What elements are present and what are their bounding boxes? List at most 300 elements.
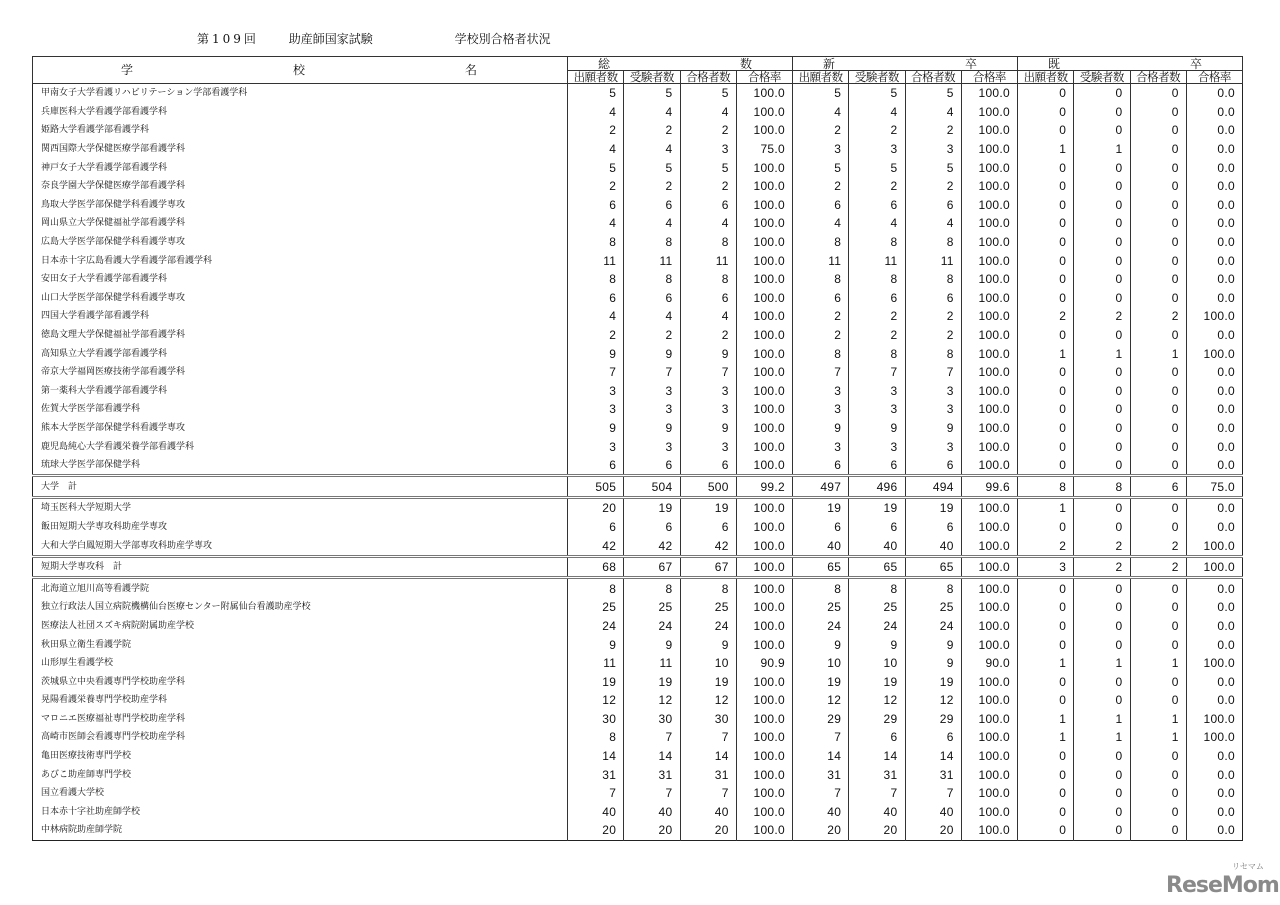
cell-value: 3 — [1018, 556, 1074, 578]
cell-value: 100.0 — [1186, 307, 1242, 326]
cell-value: 100.0 — [961, 498, 1017, 518]
cell-value: 7 — [624, 728, 680, 747]
table-row — [33, 498, 1243, 518]
cell-value: 100.0 — [736, 307, 792, 326]
cell-value: 25 — [905, 598, 961, 617]
cell-value: 0 — [1130, 103, 1186, 122]
cell-value: 0 — [1130, 196, 1186, 215]
cell-value: 0 — [1130, 214, 1186, 233]
cell-value: 99.6 — [961, 476, 1017, 498]
cell-value: 11 — [624, 654, 680, 673]
cell-value: 0 — [1074, 765, 1130, 784]
cell-value: 100.0 — [736, 84, 792, 103]
header-char: 総 — [598, 56, 611, 71]
cell-value: 6 — [624, 456, 680, 476]
cell-value: 100.0 — [736, 617, 792, 636]
cell-value: 3 — [680, 382, 736, 401]
header-char: 学 — [121, 63, 134, 77]
school-name: 熊本大学医学部保健学科看護学専攻 — [33, 419, 568, 438]
school-name: 大和大学白鳳短期大学部専攻科助産学専攻 — [33, 536, 568, 556]
cell-value: 4 — [849, 214, 905, 233]
cell-value: 3 — [849, 437, 905, 456]
cell-value: 8 — [624, 233, 680, 252]
cell-value: 505 — [568, 476, 624, 498]
cell-value: 8 — [680, 233, 736, 252]
school-name: 姫路大学看護学部看護学科 — [33, 121, 568, 140]
cell-value: 8 — [1018, 476, 1074, 498]
cell-value: 0 — [1018, 177, 1074, 196]
table-row — [33, 784, 1243, 803]
cell-value: 11 — [849, 251, 905, 270]
cell-value: 0 — [1074, 672, 1130, 691]
cell-value: 19 — [624, 498, 680, 518]
cell-value: 0.0 — [1186, 498, 1242, 518]
cell-value: 100.0 — [961, 214, 1017, 233]
cell-value: 0 — [1018, 518, 1074, 537]
cell-value: 19 — [905, 498, 961, 518]
cell-value: 0 — [1018, 821, 1074, 840]
table-row — [33, 251, 1243, 270]
cell-value: 0.0 — [1186, 518, 1242, 537]
table-row — [33, 140, 1243, 159]
cell-value: 100.0 — [736, 710, 792, 729]
cell-value: 100.0 — [736, 672, 792, 691]
table-row — [33, 437, 1243, 456]
group-header-new-graduates — [793, 57, 1018, 71]
cell-value: 100.0 — [736, 598, 792, 617]
cell-value: 0 — [1130, 578, 1186, 598]
cell-value: 5 — [568, 84, 624, 103]
cell-value: 0 — [1130, 84, 1186, 103]
cell-value: 24 — [624, 617, 680, 636]
school-name: マロニエ医療福祉専門学校助産学科 — [33, 710, 568, 729]
cell-value: 2 — [680, 326, 736, 345]
cell-value: 0.0 — [1186, 617, 1242, 636]
cell-value: 40 — [624, 803, 680, 822]
table-row — [33, 103, 1243, 122]
cell-value: 497 — [793, 476, 849, 498]
cell-value: 100.0 — [961, 635, 1017, 654]
table-row — [33, 121, 1243, 140]
cell-value: 19 — [849, 672, 905, 691]
cell-value: 100.0 — [961, 158, 1017, 177]
cell-value: 5 — [793, 84, 849, 103]
cell-value: 67 — [624, 556, 680, 578]
cell-value: 0 — [1130, 233, 1186, 252]
cell-value: 0.0 — [1186, 177, 1242, 196]
cell-value: 0 — [1018, 672, 1074, 691]
cell-value: 42 — [680, 536, 736, 556]
cell-value: 8 — [1074, 476, 1130, 498]
cell-value: 0.0 — [1186, 326, 1242, 345]
cell-value: 0 — [1018, 747, 1074, 766]
cell-value: 3 — [568, 382, 624, 401]
cell-value: 14 — [680, 747, 736, 766]
cell-value: 12 — [793, 691, 849, 710]
cell-value: 0 — [1018, 635, 1074, 654]
cell-value: 5 — [849, 84, 905, 103]
cell-value: 4 — [680, 307, 736, 326]
cell-value: 9 — [849, 635, 905, 654]
cell-value: 100.0 — [961, 84, 1017, 103]
header-char: 名 — [464, 63, 477, 77]
cell-value: 100.0 — [961, 177, 1017, 196]
subtotal-row — [33, 556, 1243, 578]
cell-value: 11 — [793, 251, 849, 270]
cell-value: 100.0 — [961, 363, 1017, 382]
cell-value: 65 — [793, 556, 849, 578]
cell-value: 7 — [793, 784, 849, 803]
cell-value: 2 — [624, 177, 680, 196]
table-row — [33, 578, 1243, 598]
cell-value: 0.0 — [1186, 214, 1242, 233]
cell-value: 3 — [568, 437, 624, 456]
cell-value: 11 — [568, 251, 624, 270]
cell-value: 12 — [905, 691, 961, 710]
cell-value: 0 — [1130, 251, 1186, 270]
cell-value: 31 — [793, 765, 849, 784]
cell-value: 6 — [793, 289, 849, 308]
table-row — [33, 536, 1243, 556]
cell-value: 6 — [849, 728, 905, 747]
cell-value: 0 — [1018, 765, 1074, 784]
cell-value: 100.0 — [736, 289, 792, 308]
cell-value: 6 — [849, 456, 905, 476]
table-row — [33, 654, 1243, 673]
column-header: 出願者数 — [568, 71, 624, 84]
cell-value: 20 — [568, 498, 624, 518]
school-name: 亀田医療技術専門学校 — [33, 747, 568, 766]
cell-value: 2 — [1074, 307, 1130, 326]
cell-value: 0.0 — [1186, 158, 1242, 177]
cell-value: 3 — [793, 382, 849, 401]
table-row — [33, 177, 1243, 196]
cell-value: 100.0 — [736, 784, 792, 803]
cell-value: 24 — [849, 617, 905, 636]
cell-value: 100.0 — [736, 103, 792, 122]
cell-value: 0 — [1130, 400, 1186, 419]
school-name: 鹿児島純心大学看護栄養学部看護学科 — [33, 437, 568, 456]
column-header: 受験者数 — [624, 71, 680, 84]
cell-value: 9 — [793, 635, 849, 654]
cell-value: 100.0 — [1186, 344, 1242, 363]
cell-value: 14 — [624, 747, 680, 766]
cell-value: 1 — [1074, 344, 1130, 363]
table-row — [33, 635, 1243, 654]
cell-value: 8 — [680, 270, 736, 289]
cell-value: 0 — [1130, 518, 1186, 537]
cell-value: 0 — [1130, 419, 1186, 438]
cell-value: 9 — [624, 344, 680, 363]
school-name: 兵庫医科大学看護学部看護学科 — [33, 103, 568, 122]
cell-value: 0 — [1074, 635, 1130, 654]
cell-value: 0 — [1074, 747, 1130, 766]
cell-value: 11 — [624, 251, 680, 270]
cell-value: 3 — [905, 437, 961, 456]
cell-value: 0 — [1074, 177, 1130, 196]
cell-value: 0 — [1130, 326, 1186, 345]
school-name: 日本赤十字社助産師学校 — [33, 803, 568, 822]
cell-value: 5 — [624, 84, 680, 103]
cell-value: 4 — [849, 103, 905, 122]
cell-value: 40 — [793, 803, 849, 822]
table-subtitle: 学校別合格者状況 — [454, 32, 551, 46]
cell-value: 30 — [680, 710, 736, 729]
cell-value: 1 — [1074, 728, 1130, 747]
cell-value: 0.0 — [1186, 747, 1242, 766]
cell-value: 0 — [1130, 672, 1186, 691]
cell-value: 5 — [680, 158, 736, 177]
cell-value: 6 — [905, 728, 961, 747]
school-name: 岡山県立大学保健福祉学部看護学科 — [33, 214, 568, 233]
cell-value: 65 — [905, 556, 961, 578]
cell-value: 6 — [680, 518, 736, 537]
header-char: 卒 — [964, 56, 977, 71]
cell-value: 4 — [568, 140, 624, 159]
column-header: 合格率 — [736, 71, 792, 84]
cell-value: 100.0 — [1186, 556, 1242, 578]
table-row — [33, 710, 1243, 729]
cell-value: 100.0 — [961, 747, 1017, 766]
cell-value: 100.0 — [961, 803, 1017, 822]
school-name: 関西国際大学保健医療学部看護学科 — [33, 140, 568, 159]
cell-value: 20 — [624, 821, 680, 840]
cell-value: 4 — [568, 103, 624, 122]
group-header-row — [33, 57, 1243, 71]
cell-value: 9 — [680, 635, 736, 654]
cell-value: 0 — [1130, 784, 1186, 803]
cell-value: 7 — [849, 784, 905, 803]
table-row — [33, 747, 1243, 766]
cell-value: 9 — [568, 419, 624, 438]
cell-value: 0.0 — [1186, 121, 1242, 140]
cell-value: 0 — [1074, 498, 1130, 518]
cell-value: 9 — [568, 344, 624, 363]
school-name: 甲南女子大学看護リハビリテーション学部看護学科 — [33, 84, 568, 103]
cell-value: 100.0 — [736, 765, 792, 784]
cell-value: 0 — [1018, 289, 1074, 308]
cell-value: 9 — [680, 419, 736, 438]
cell-value: 6 — [793, 518, 849, 537]
cell-value: 100.0 — [736, 518, 792, 537]
cell-value: 100.0 — [736, 498, 792, 518]
cell-value: 0 — [1018, 419, 1074, 438]
group-header-past-graduates — [1018, 57, 1243, 71]
school-name: 佐賀大学医学部看護学科 — [33, 400, 568, 419]
cell-value: 100.0 — [961, 536, 1017, 556]
cell-value: 4 — [793, 214, 849, 233]
cell-value: 100.0 — [736, 747, 792, 766]
column-header: 合格率 — [961, 71, 1017, 84]
cell-value: 3 — [793, 140, 849, 159]
cell-value: 8 — [905, 233, 961, 252]
cell-value: 2 — [568, 121, 624, 140]
cell-value: 8 — [624, 578, 680, 598]
cell-value: 0 — [1130, 747, 1186, 766]
cell-value: 4 — [624, 140, 680, 159]
cell-value: 7 — [905, 784, 961, 803]
cell-value: 3 — [849, 400, 905, 419]
cell-value: 11 — [568, 654, 624, 673]
cell-value: 100.0 — [736, 326, 792, 345]
cell-value: 6 — [905, 289, 961, 308]
subtotal-row — [33, 476, 1243, 498]
cell-value: 31 — [849, 765, 905, 784]
cell-value: 100.0 — [961, 456, 1017, 476]
cell-value: 12 — [568, 691, 624, 710]
cell-value: 20 — [793, 821, 849, 840]
resemom-watermark-logo — [1166, 874, 1279, 898]
cell-value: 0.0 — [1186, 84, 1242, 103]
table-body — [33, 84, 1243, 841]
cell-value: 1 — [1074, 710, 1130, 729]
table-row — [33, 400, 1243, 419]
cell-value: 9 — [624, 635, 680, 654]
cell-value: 100.0 — [961, 103, 1017, 122]
cell-value: 1 — [1130, 728, 1186, 747]
cell-value: 20 — [568, 821, 624, 840]
cell-value: 2 — [1018, 536, 1074, 556]
cell-value: 3 — [849, 140, 905, 159]
cell-value: 0.0 — [1186, 635, 1242, 654]
cell-value: 0 — [1074, 326, 1130, 345]
cell-value: 7 — [905, 363, 961, 382]
cell-value: 100.0 — [736, 419, 792, 438]
cell-value: 0 — [1130, 803, 1186, 822]
school-name: あびこ助産師専門学校 — [33, 765, 568, 784]
cell-value: 0 — [1074, 103, 1130, 122]
cell-value: 0.0 — [1186, 437, 1242, 456]
school-name: 独立行政法人国立病院機構仙台医療センター附属仙台看護助産学校 — [33, 598, 568, 617]
column-header: 合格者数 — [680, 71, 736, 84]
cell-value: 0 — [1074, 598, 1130, 617]
cell-value: 9 — [905, 419, 961, 438]
cell-value: 19 — [680, 498, 736, 518]
cell-value: 100.0 — [736, 177, 792, 196]
cell-value: 30 — [568, 710, 624, 729]
cell-value: 0 — [1018, 103, 1074, 122]
cell-value: 2 — [568, 177, 624, 196]
cell-value: 0 — [1018, 803, 1074, 822]
cell-value: 0 — [1074, 214, 1130, 233]
cell-value: 1 — [1130, 654, 1186, 673]
cell-value: 2 — [905, 177, 961, 196]
cell-value: 0 — [1018, 363, 1074, 382]
cell-value: 8 — [905, 270, 961, 289]
cell-value: 3 — [624, 382, 680, 401]
cell-value: 2 — [849, 177, 905, 196]
header-char: 校 — [292, 63, 305, 77]
cell-value: 100.0 — [736, 821, 792, 840]
cell-value: 0 — [1130, 437, 1186, 456]
table-row — [33, 765, 1243, 784]
cell-value: 100.0 — [961, 672, 1017, 691]
cell-value: 494 — [905, 476, 961, 498]
school-name: 短期大学専攻科 計 — [33, 556, 568, 578]
cell-value: 8 — [905, 578, 961, 598]
cell-value: 100.0 — [1186, 654, 1242, 673]
cell-value: 14 — [905, 747, 961, 766]
cell-value: 100.0 — [736, 456, 792, 476]
school-name: 高知県立大学看護学部看護学科 — [33, 344, 568, 363]
cell-value: 100.0 — [736, 214, 792, 233]
cell-value: 4 — [680, 103, 736, 122]
school-name: 神戸女子大学看護学部看護学科 — [33, 158, 568, 177]
cell-value: 0 — [1074, 578, 1130, 598]
cell-value: 4 — [624, 103, 680, 122]
cell-value: 0 — [1130, 821, 1186, 840]
table-row — [33, 821, 1243, 840]
cell-value: 7 — [680, 363, 736, 382]
cell-value: 0 — [1130, 598, 1186, 617]
watermark-text: ReseMom — [1166, 873, 1279, 898]
cell-value: 19 — [624, 672, 680, 691]
cell-value: 4 — [624, 214, 680, 233]
cell-value: 0.0 — [1186, 289, 1242, 308]
cell-value: 31 — [624, 765, 680, 784]
header-char: 新 — [823, 56, 836, 71]
cell-value: 0.0 — [1186, 140, 1242, 159]
cell-value: 25 — [568, 598, 624, 617]
cell-value: 0 — [1130, 158, 1186, 177]
table-row — [33, 672, 1243, 691]
table-row — [33, 326, 1243, 345]
table-row — [33, 803, 1243, 822]
cell-value: 31 — [680, 765, 736, 784]
cell-value: 6 — [905, 456, 961, 476]
cell-value: 75.0 — [1186, 476, 1242, 498]
cell-value: 90.9 — [736, 654, 792, 673]
cell-value: 2 — [793, 121, 849, 140]
cell-value: 100.0 — [961, 140, 1017, 159]
cell-value: 9 — [905, 654, 961, 673]
cell-value: 0 — [1018, 214, 1074, 233]
cell-value: 0 — [1018, 233, 1074, 252]
cell-value: 100.0 — [961, 598, 1017, 617]
cell-value: 100.0 — [961, 233, 1017, 252]
cell-value: 5 — [624, 158, 680, 177]
cell-value: 2 — [849, 121, 905, 140]
group-header-total — [568, 57, 793, 71]
cell-value: 19 — [905, 672, 961, 691]
cell-value: 6 — [849, 196, 905, 215]
cell-value: 0 — [1018, 382, 1074, 401]
cell-value: 29 — [905, 710, 961, 729]
exam-name: 助産師国家試験 — [288, 32, 373, 46]
cell-value: 5 — [793, 158, 849, 177]
cell-value: 100.0 — [1186, 710, 1242, 729]
cell-value: 100.0 — [736, 270, 792, 289]
cell-value: 496 — [849, 476, 905, 498]
cell-value: 2 — [1074, 536, 1130, 556]
cell-value: 0 — [1074, 233, 1130, 252]
cell-value: 19 — [793, 498, 849, 518]
cell-value: 0 — [1074, 121, 1130, 140]
school-name: 埼玉医科大学短期大学 — [33, 498, 568, 518]
cell-value: 0.0 — [1186, 578, 1242, 598]
cell-value: 0 — [1074, 803, 1130, 822]
cell-value: 0 — [1018, 196, 1074, 215]
cell-value: 6 — [793, 456, 849, 476]
cell-value: 0.0 — [1186, 270, 1242, 289]
cell-value: 8 — [905, 344, 961, 363]
cell-value: 8 — [849, 270, 905, 289]
cell-value: 0.0 — [1186, 233, 1242, 252]
cell-value: 3 — [680, 140, 736, 159]
cell-value: 9 — [680, 344, 736, 363]
cell-value: 99.2 — [736, 476, 792, 498]
cell-value: 8 — [568, 270, 624, 289]
